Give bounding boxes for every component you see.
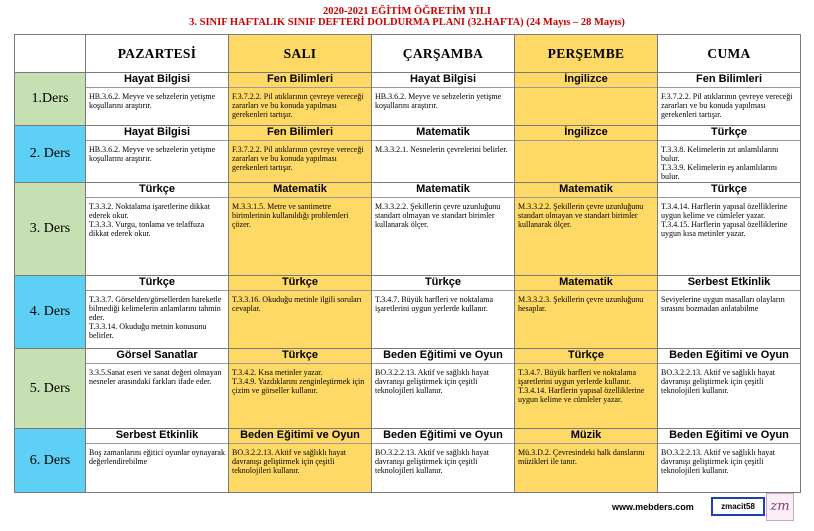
outcome-text: T.3.3.16. Okuduğu metinle ilgili soruları cevaplar. [232,295,362,313]
outcome-text: M.3.3.1.5. Metre ve santimetre birimlerinin kullanıldığı problemleri çözer. [232,202,349,229]
subject-label: Beden Eğitimi ve Oyun [229,429,371,444]
outcome-text: Mü.3.D.2. Çevresindeki halk danslarını müzikleri ile tanır. [518,448,645,466]
schedule-cell [86,126,229,183]
lesson-row [15,183,801,276]
subject-label: Matematik [229,183,371,198]
lesson-row [15,73,801,126]
day-header-wednesday: ÇARŞAMBA [372,35,515,73]
subject-label: Beden Eğitimi ve Oyun [372,349,514,364]
subject-label: Hayat Bilgisi [86,73,228,88]
outcome-text [515,141,657,145]
schedule-cell [658,183,801,276]
lesson-label: 5. Ders [15,349,86,429]
outcome-text: T.3.3.2. Noktalama işaretlerine dikkat ederek okur. T.3.3.3. Vurgu, tonlama ve telaffuza dikkat ederek okur. [89,202,210,238]
subject-label: İngilizce [515,126,657,141]
schedule-cell [515,276,658,349]
schedule-cell [229,126,372,183]
outcome-text: T.3.3.7. Görselden/görsellerden hareketle bilmediği kelimelerin anlamlarını tahmin eder. T.3.3.14. Okuduğu metnin konusunu belirler. [89,295,222,340]
schedule-cell [372,276,515,349]
schedule-cell [86,349,229,429]
schedule-cell [515,73,658,126]
outcome-text: 3.3.5.Sanat eseri ve sanat değeri olmayan nesneler arasındaki farkları ifade eder. [89,368,222,386]
schedule-cell [86,183,229,276]
outcome-text: F.3.7.2.2. Pil atıklarının çevreye vereceği zararları ve bu konuda yapılması gerekenleri tartışır. [661,92,793,119]
lesson-label: 4. Ders [15,276,86,349]
document-subtitle: 3. SINIF HAFTALIK SINIF DEFTERİ DOLDURMA PLANI (32.HAFTA) (24 Mayıs – 28 Mayıs) [189,17,625,28]
weekly-schedule-table [14,34,801,493]
day-header-monday: PAZARTESİ [86,35,229,73]
lesson-row [15,349,801,429]
subject-label: İngilizce [515,73,657,88]
schedule-cell [515,429,658,493]
zm-logo: zm [766,493,794,521]
subject-label: Matematik [515,276,657,291]
schedule-cell [372,429,515,493]
schedule-cell [86,276,229,349]
outcome-text: Seviyelerine uygun masalları olayların sırasını bozmadan anlatabilme [661,295,785,313]
subject-label: Serbest Etkinlik [658,276,800,291]
day-header-thursday: PERŞEMBE [515,35,658,73]
day-header-row [15,35,801,73]
schedule-cell [658,73,801,126]
corner-cell [15,35,86,73]
subject-label: Türkçe [229,349,371,364]
outcome-text: T.3.4.2. Kısa metinler yazar. T.3.4.9. Yazdıklarını zenginleştirmek için çizim ve görseller kullanır. [232,368,365,395]
outcome-text: M.3.3.2.3. Şekillerin çevre uzunluğunu hesaplar. [518,295,644,313]
outcome-text: F.3.7.2.2. Pil atıklarının çevreye vereceği zararları ve bu konuda yapılması gerekenleri tartışır. [232,92,364,119]
outcome-text: BO.3.2.2.13. Aktif ve sağlıklı hayat davranışı geliştirmek için çeşitli teknolojileri kullanır. [375,448,489,475]
subject-label: Müzik [515,429,657,444]
subject-label: Matematik [515,183,657,198]
subject-label: Türkçe [658,126,800,141]
lesson-label: 1.Ders [15,73,86,126]
footer-site-link[interactable]: www.mebders.com [612,502,694,512]
lesson-label: 3. Ders [15,183,86,276]
outcome-text [515,88,657,92]
subject-label: Türkçe [86,183,228,198]
subject-label: Beden Eğitimi ve Oyun [658,429,800,444]
schedule-cell [658,126,801,183]
schedule-cell [86,429,229,493]
lesson-row [15,126,801,183]
schedule-cell [515,126,658,183]
outcome-text: BO.3.2.2.13. Aktif ve sağlıklı hayat davranışı geliştirmek için çeşitli teknolojileri kullanır. [232,448,346,475]
schedule-cell [229,183,372,276]
outcome-text: T.3.4.14. Harflerin yapısal özelliklerine uygun kelime ve cümleler yazar. T.3.4.15. Harflerin yapısal özelliklerine uygun kısa metinler yazar. [661,202,788,238]
subject-label: Türkçe [86,276,228,291]
subject-label: Türkçe [229,276,371,291]
subject-label: Fen Bilimleri [229,73,371,88]
day-header-tuesday: SALI [229,35,372,73]
subject-label: Beden Eğitimi ve Oyun [658,349,800,364]
lesson-row [15,429,801,493]
subject-label: Serbest Etkinlik [86,429,228,444]
lesson-row [15,276,801,349]
outcome-text: M.3.3.2.2. Şekillerin çevre uzunluğunu standart olmayan ve standart birimler kullanarak ölçer. [518,202,644,229]
outcome-text: BO.3.2.2.13. Aktif ve sağlıklı hayat davranışı geliştirmek için çeşitli teknolojileri kullanır. [661,368,775,395]
schedule-cell [229,276,372,349]
subject-label: Türkçe [515,349,657,364]
schedule-cell [229,73,372,126]
outcome-text: HB.3.6.2. Meyve ve sebzelerin yetişme koşullarını araştırır. [375,92,502,110]
schedule-cell [372,349,515,429]
outcome-text: T.3.4.7. Büyük harfleri ve noktalama işaretlerini uygun yerlerde kullanır. [375,295,494,313]
subject-label: Fen Bilimleri [229,126,371,141]
outcome-text: BO.3.2.2.13. Aktif ve sağlıklı hayat davranışı geliştirmek için çeşitli teknolojileri kullanır. [375,368,489,395]
schedule-cell [515,349,658,429]
day-header-friday: CUMA [658,35,801,73]
outcome-text: BO.3.2.2.13. Aktif ve sağlıklı hayat davranışı geliştirmek için çeşitli teknolojileri kullanır. [661,448,775,475]
schedule-cell [372,73,515,126]
schedule-cell [372,183,515,276]
schedule-cell [658,276,801,349]
outcome-text: T.3.3.8. Kelimelerin zıt anlamlılarını bulur. T.3.3.9. Kelimelerin eş anlamlılarını bulur. [661,145,779,181]
outcome-text: F.3.7.2.2. Pil atıklarının çevreye vereceği zararları ve bu konuda yapılması gerekenleri tartışır. [232,145,364,172]
outcome-text: M.3.3.2.1. Nesnelerin çevrelerini belirler. [375,145,508,154]
subject-label: Beden Eğitimi ve Oyun [372,429,514,444]
outcome-text: Boş zamanlarını eğitici oyunlar oynayarak değerlendirebilme [89,448,225,466]
lesson-label: 2. Ders [15,126,86,183]
schedule-cell [372,126,515,183]
schedule-cell [229,429,372,493]
subject-label: Türkçe [372,276,514,291]
outcome-text: HB.3.6.2. Meyve ve sebzelerin yetişme koşullarını araştırır. [89,92,216,110]
subject-label: Türkçe [658,183,800,198]
outcome-text: T.3.4.7. Büyük harfleri ve noktalama işaretlerini uygun yerlerde kullanır. T.3.4.14. Harflerin yapısal özelliklerine uygun kelime ve cümleler yazar. [518,368,645,404]
subject-label: Fen Bilimleri [658,73,800,88]
author-badge: zmacit58 [711,497,765,516]
document-title: 2020-2021 EĞİTİM ÖĞRETİM YILI [323,6,491,17]
schedule-cell [515,183,658,276]
outcome-text: HB.3.6.2. Meyve ve sebzelerin yetişme koşullarını araştırır. [89,145,216,163]
schedule-cell [658,429,801,493]
schedule-cell [658,349,801,429]
subject-label: Matematik [372,183,514,198]
subject-label: Hayat Bilgisi [86,126,228,141]
subject-label: Matematik [372,126,514,141]
outcome-text: M.3.3.2.2. Şekillerin çevre uzunluğunu standart olmayan ve standart birimler kullanarak ölçer. [375,202,501,229]
lesson-label: 6. Ders [15,429,86,493]
subject-label: Hayat Bilgisi [372,73,514,88]
schedule-cell [229,349,372,429]
schedule-cell [86,73,229,126]
subject-label: Görsel Sanatlar [86,349,228,364]
